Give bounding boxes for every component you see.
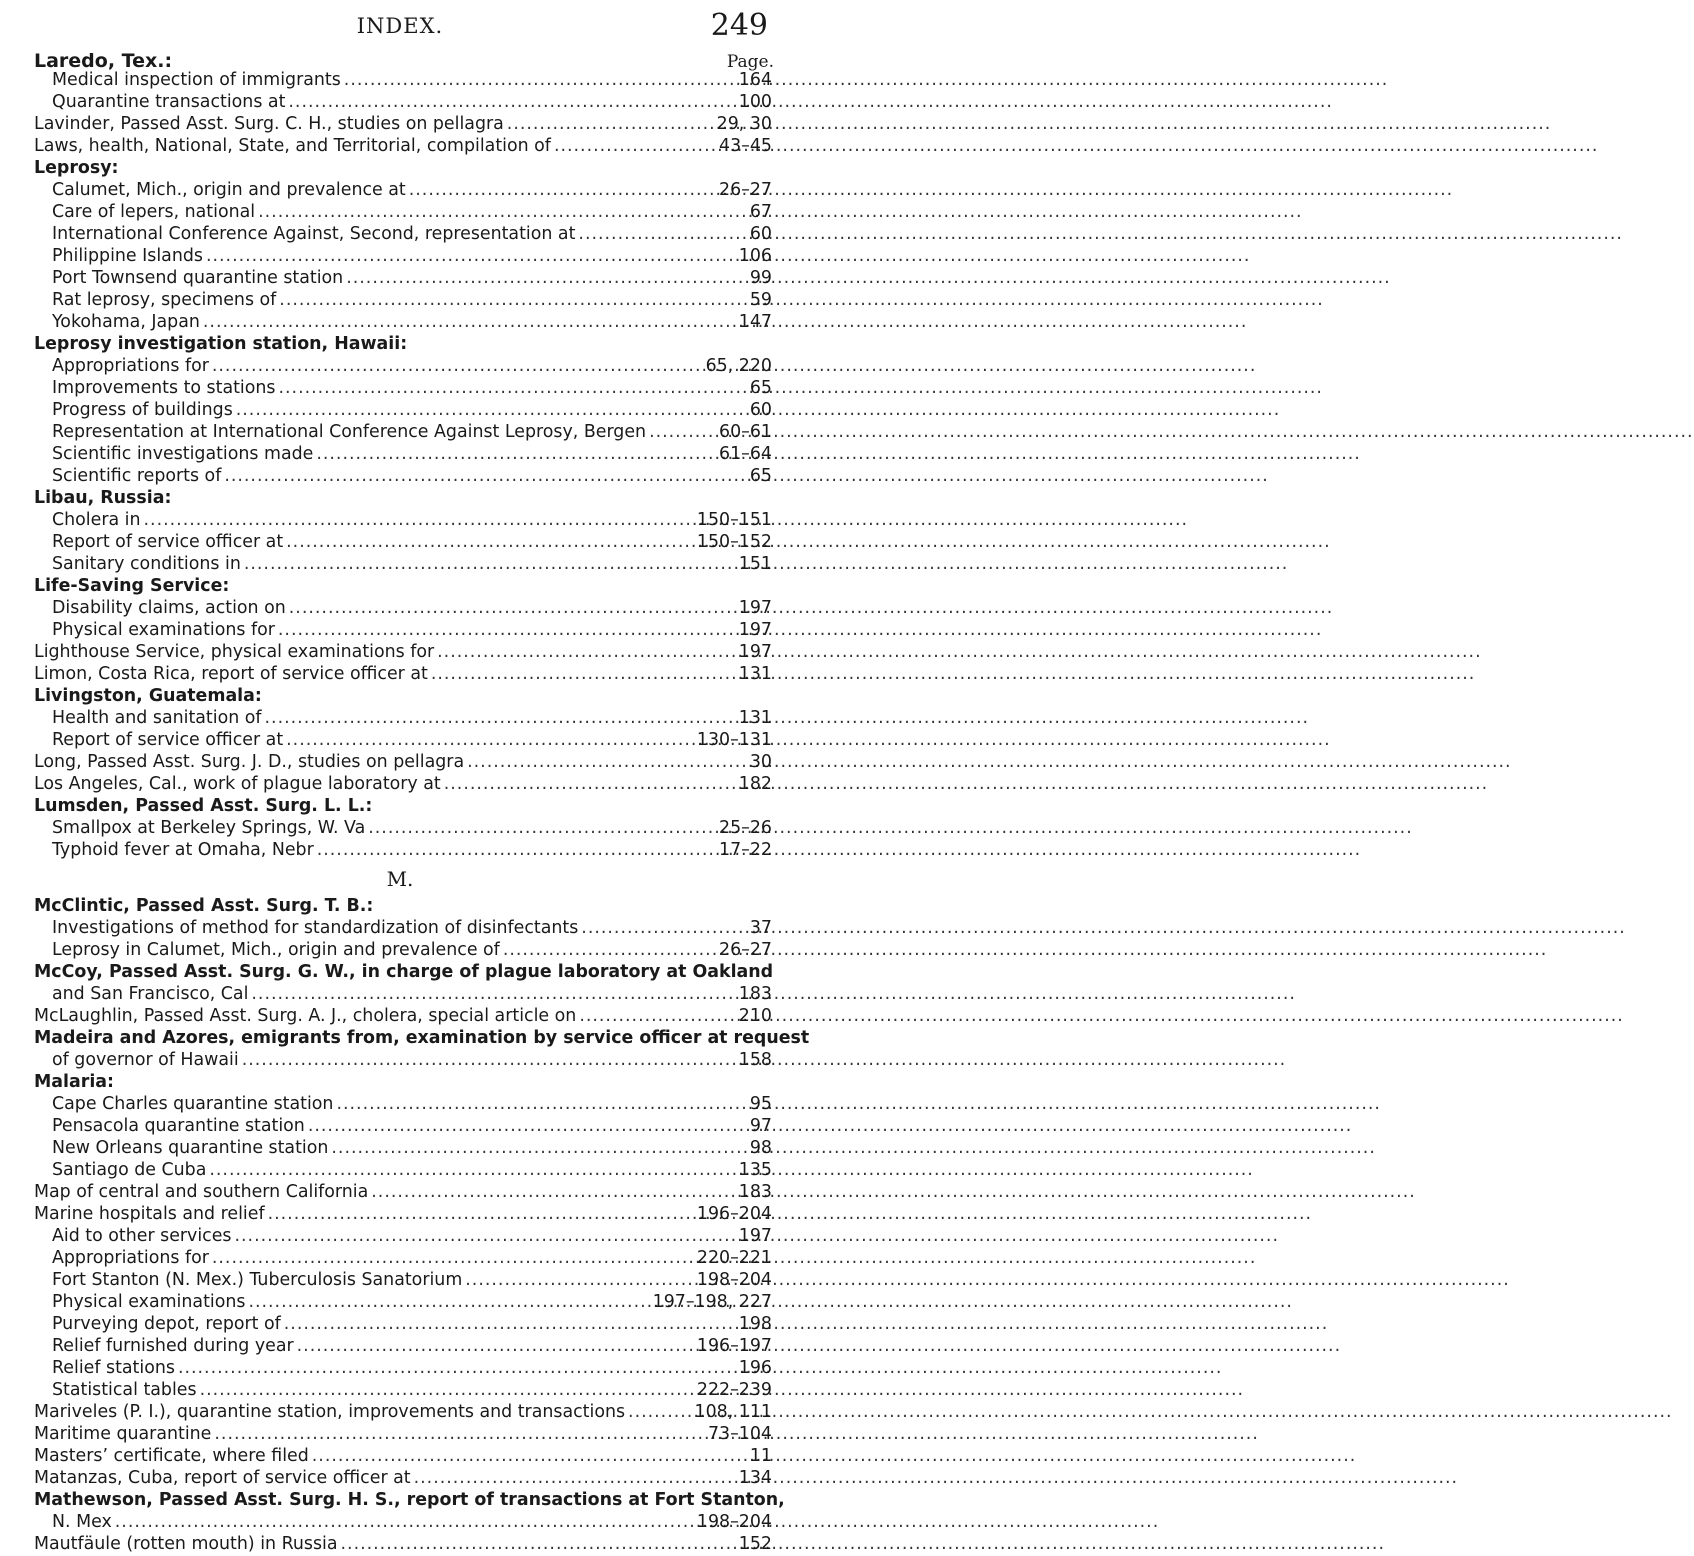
- index-subentry: [0, 1336, 800, 1358]
- dot-leader: [279, 290, 747, 310]
- dot-leader: [178, 1358, 736, 1378]
- index-entry: [0, 1534, 800, 1556]
- entry-page: 65: [749, 466, 772, 486]
- index-subentry: [0, 356, 800, 378]
- entry-page: 152: [738, 1534, 772, 1554]
- entry-text: Cholera in: [52, 510, 141, 530]
- index-entry: [0, 576, 800, 598]
- dot-leader: [258, 202, 747, 222]
- index-subentry: [0, 1138, 800, 1160]
- dot-leader: [144, 510, 694, 530]
- section-letter: [0, 862, 800, 896]
- entry-text: Los Angeles, Cal., work of plague laboratory at: [34, 774, 441, 794]
- dot-leader: [409, 180, 716, 200]
- entry-text: Health and sanitation of: [52, 708, 262, 728]
- dot-leader: [317, 840, 716, 860]
- entry-text: Life-Saving Service:: [34, 576, 230, 596]
- entry-text: Philippine Islands: [52, 246, 203, 266]
- page-header: [0, 8, 800, 42]
- entry-text: Lighthouse Service, physical examinations for: [34, 642, 435, 662]
- index-entry: [0, 1446, 800, 1468]
- index-entry: [0, 1468, 800, 1490]
- dot-leader: [503, 940, 716, 960]
- index-subentry: [0, 312, 800, 334]
- entry-page: 97: [749, 1116, 772, 1136]
- entry-page: 37: [749, 918, 772, 938]
- index-entry: [0, 488, 800, 510]
- index-subentry: [0, 1512, 800, 1534]
- entry-page: 164: [738, 70, 772, 90]
- dot-leader: [431, 664, 736, 684]
- entry-text: Libau, Russia:: [34, 488, 172, 508]
- index-subentry: [0, 202, 800, 224]
- index-subentry: [0, 180, 800, 202]
- entry-page: 150–151: [696, 510, 772, 530]
- dot-leader: [578, 224, 746, 244]
- entry-text: Yokohama, Japan: [52, 312, 200, 332]
- dot-leader: [465, 1270, 694, 1290]
- entry-text: Mathewson, Passed Asst. Surg. H. S., report of transactions at Fort Stanton,: [34, 1490, 785, 1510]
- entry-page: 131: [738, 664, 772, 684]
- entry-page: 29, 30: [716, 114, 772, 134]
- entry-page: 210: [738, 1006, 772, 1026]
- entry-text: Appropriations for: [52, 1248, 209, 1268]
- dot-leader: [341, 1534, 736, 1554]
- entry-text: Smallpox at Berkeley Springs, W. Va: [52, 818, 366, 838]
- entry-text: Relief furnished during year: [52, 1336, 294, 1356]
- entry-page: 61–64: [719, 444, 772, 464]
- entry-page: 65, 220: [705, 356, 772, 376]
- entry-text: Marine hospitals and relief: [34, 1204, 265, 1224]
- index-subentry: [0, 532, 800, 554]
- entry-text: Lumsden, Passed Asst. Surg. L. L.:: [34, 796, 373, 816]
- entry-page: 196–197: [696, 1336, 772, 1356]
- entry-text: Typhoid fever at Omaha, Nebr: [52, 840, 314, 860]
- index-subentry: [0, 840, 800, 862]
- entry-page: 198–204: [696, 1512, 772, 1532]
- dot-leader: [286, 730, 694, 750]
- index-entry: [0, 114, 800, 136]
- dot-leader: [316, 444, 716, 464]
- entry-text: Aid to other services: [52, 1226, 232, 1246]
- entry-text: Madeira and Azores, emigrants from, examination by service officer at request: [34, 1028, 810, 1048]
- dot-leader: [554, 136, 716, 156]
- entry-text: Rat leprosy, specimens of: [52, 290, 277, 310]
- entry-page: 60: [749, 224, 772, 244]
- index-entries: [0, 70, 810, 1556]
- index-entry: [0, 1182, 800, 1204]
- dot-leader: [628, 1402, 692, 1422]
- dot-leader: [248, 1292, 649, 1312]
- entry-text: Purveying depot, report of: [52, 1314, 281, 1334]
- dot-leader: [289, 598, 736, 618]
- index-subentry: [0, 940, 800, 962]
- entry-page: 158: [738, 1050, 772, 1070]
- index-entry: [0, 1028, 810, 1050]
- entry-text: Disability claims, action on: [52, 598, 286, 618]
- entry-page: 197: [738, 598, 772, 618]
- index-subentry: [0, 224, 800, 246]
- entry-text: Physical examinations: [52, 1292, 246, 1312]
- entry-page: 197: [738, 620, 772, 640]
- dot-leader: [288, 92, 735, 112]
- entry-text: Appropriations for: [52, 356, 209, 376]
- entry-page: 100: [738, 92, 772, 112]
- entry-text: Mautfäule (rotten mouth) in Russia: [34, 1534, 338, 1554]
- index-subentry: [0, 70, 800, 92]
- entry-page: 99: [749, 268, 772, 288]
- index-subentry: [0, 1358, 800, 1380]
- index-subentry: [0, 1314, 800, 1336]
- dot-leader: [268, 1204, 694, 1224]
- dot-leader: [507, 114, 714, 134]
- entry-text: Fort Stanton (N. Mex.) Tuberculosis Sanatorium: [52, 1270, 463, 1290]
- index-entry: [0, 752, 800, 774]
- entry-text: Pensacola quarantine station: [52, 1116, 305, 1136]
- entry-page: 151: [738, 554, 772, 574]
- entry-text: Mariveles (P. I.), quarantine station, improvements and transactions: [34, 1402, 626, 1422]
- entry-page: 196: [738, 1358, 772, 1378]
- dot-leader: [212, 1248, 694, 1268]
- entry-text: and San Francisco, Cal: [52, 984, 249, 1004]
- index-entry: [0, 1402, 800, 1424]
- dot-leader: [467, 752, 747, 772]
- entry-text: Investigations of method for standardization of disinfectants: [52, 918, 579, 938]
- entry-text: Care of lepers, national: [52, 202, 256, 222]
- page-number: 249: [710, 8, 768, 43]
- entry-text: Long, Passed Asst. Surg. J. D., studies on pellagra: [34, 752, 465, 772]
- index-entry: [0, 334, 800, 356]
- entry-page: 25–26: [719, 818, 772, 838]
- dot-leader: [242, 1050, 736, 1070]
- entry-text: Livingston, Guatemala:: [34, 686, 262, 706]
- index-subentry: [0, 1380, 800, 1402]
- entry-page: 17–22: [719, 840, 772, 860]
- index-entry: [0, 1490, 800, 1512]
- entry-page: 197: [738, 642, 772, 662]
- entry-page: 26–27: [719, 940, 772, 960]
- dot-leader: [203, 312, 736, 332]
- dot-leader: [344, 70, 736, 90]
- index-subentry: [0, 1094, 800, 1116]
- entry-page: 196–204: [696, 1204, 772, 1224]
- dot-leader: [368, 818, 716, 838]
- dot-leader: [297, 1336, 694, 1356]
- entry-text: Calumet, Mich., origin and prevalence at: [52, 180, 406, 200]
- entry-page: 134: [738, 1468, 772, 1488]
- index-subentry: [0, 444, 800, 466]
- entry-text: Masters’ certificate, where filed: [34, 1446, 309, 1466]
- entry-text: Scientific reports of: [52, 466, 222, 486]
- index-subentry: [0, 984, 800, 1006]
- dot-leader: [200, 1380, 694, 1400]
- index-subentry: [0, 92, 800, 114]
- entry-text: Progress of buildings: [52, 400, 233, 420]
- index-subentry: [0, 1292, 800, 1314]
- entry-page: 147: [738, 312, 772, 332]
- index-entry: [0, 1072, 800, 1094]
- entry-text: McLaughlin, Passed Asst. Surg. A. J., cholera, special article on: [34, 1006, 577, 1026]
- index-subentry: [0, 246, 800, 268]
- dot-leader: [331, 1138, 746, 1158]
- dot-leader: [286, 532, 694, 552]
- dot-leader: [251, 984, 735, 1004]
- section-letter-text: M.: [386, 867, 414, 891]
- index-subentry: [0, 466, 800, 488]
- entry-page: 98: [749, 1138, 772, 1158]
- index-subentry: [0, 422, 800, 444]
- index-subentry: [0, 1248, 800, 1270]
- entry-text: Statistical tables: [52, 1380, 197, 1400]
- index-entry: [0, 962, 800, 984]
- entry-text: Malaria:: [34, 1072, 114, 1092]
- entry-text: Scientific investigations made: [52, 444, 314, 464]
- entry-page: 183: [738, 1182, 772, 1202]
- dot-leader: [209, 1160, 735, 1180]
- entry-page: 60: [749, 400, 772, 420]
- entry-text: International Conference Against, Second, representation at: [52, 224, 576, 244]
- entry-text: Leprosy in Calumet, Mich., origin and prevalence of: [52, 940, 500, 960]
- index-entry: [0, 158, 800, 180]
- entry-text: Laws, health, National, State, and Territorial, compilation of: [34, 136, 551, 156]
- dot-leader: [115, 1512, 694, 1532]
- entry-text: Port Townsend quarantine station: [52, 268, 344, 288]
- entry-text: New Orleans quarantine station: [52, 1138, 329, 1158]
- dot-leader: [346, 268, 747, 288]
- entry-page: 65: [749, 378, 772, 398]
- index-entry: [0, 664, 800, 686]
- index-subentry: [0, 554, 800, 576]
- entry-text: Report of service officer at: [52, 730, 284, 750]
- entry-page: 198–204: [696, 1270, 772, 1290]
- index-entry: [0, 896, 800, 918]
- index-subentry: [0, 1270, 800, 1292]
- dot-leader: [236, 400, 747, 420]
- dot-leader: [212, 356, 703, 376]
- entry-text: Medical inspection of immigrants: [52, 70, 341, 90]
- index-subentry: [0, 620, 800, 642]
- entry-text: Report of service officer at: [52, 532, 284, 552]
- entry-text: Leprosy:: [34, 158, 119, 178]
- entry-page: 60–61: [719, 422, 772, 442]
- entry-text: Matanzas, Cuba, report of service officer at: [34, 1468, 411, 1488]
- entry-text: Quarantine transactions at: [52, 92, 286, 112]
- entry-page: 130–131: [696, 730, 772, 750]
- index-entry: [0, 1204, 800, 1226]
- index-subentry: [0, 708, 800, 730]
- dot-leader: [581, 918, 747, 938]
- entry-page: 197–198, 227: [652, 1292, 772, 1312]
- entry-text: Map of central and southern California: [34, 1182, 369, 1202]
- entry-page: 30: [749, 752, 772, 772]
- entry-text: Lavinder, Passed Asst. Surg. C. H., studies on pellagra: [34, 114, 504, 134]
- dot-leader: [312, 1446, 747, 1466]
- index-entry: [0, 642, 800, 664]
- entry-text: Cape Charles quarantine station: [52, 1094, 334, 1114]
- dot-leader: [336, 1094, 746, 1114]
- index-subentry: [0, 598, 800, 620]
- index-subentry: [0, 1050, 800, 1072]
- index-subentry: [0, 730, 800, 752]
- index-subentry: [0, 290, 800, 312]
- dot-leader: [278, 378, 746, 398]
- dot-leader: [224, 466, 747, 486]
- entry-page: 11: [749, 1446, 772, 1466]
- entry-text: Representation at International Conference Against Leprosy, Bergen: [52, 422, 647, 442]
- dot-leader: [206, 246, 736, 266]
- entry-page: 183: [738, 984, 772, 1004]
- entry-page: 43–45: [719, 136, 772, 156]
- entry-page: 106: [738, 246, 772, 266]
- dot-leader: [371, 1182, 736, 1202]
- entry-page: 67: [749, 202, 772, 222]
- index-subentry: [0, 510, 800, 532]
- entry-page: 95: [749, 1094, 772, 1114]
- index-entry: [0, 686, 800, 708]
- index-entry: [0, 774, 800, 796]
- dot-leader: [437, 642, 736, 662]
- entry-page: 108, 111: [694, 1402, 772, 1422]
- dot-leader: [278, 620, 736, 640]
- entry-text: Leprosy investigation station, Hawaii:: [34, 334, 408, 354]
- dot-leader: [649, 422, 716, 442]
- entry-page: 182: [738, 774, 772, 794]
- index-subentry: [0, 268, 800, 290]
- entry-text: Maritime quarantine: [34, 1424, 212, 1444]
- entry-text: Physical examinations for: [52, 620, 275, 640]
- entry-text: of governor of Hawaii: [52, 1050, 239, 1070]
- dot-leader: [414, 1468, 736, 1488]
- index-subentry: [0, 1116, 800, 1138]
- dot-leader: [308, 1116, 747, 1136]
- entry-page: 220–221: [696, 1248, 772, 1268]
- index-entry: [0, 796, 800, 818]
- dot-leader: [579, 1006, 735, 1026]
- dot-leader: [284, 1314, 736, 1334]
- entry-text: McClintic, Passed Asst. Surg. T. B.:: [34, 896, 374, 916]
- entry-page: 198: [738, 1314, 772, 1334]
- entry-text: Limon, Costa Rica, report of service officer at: [34, 664, 428, 684]
- index-subentry: [0, 400, 800, 422]
- index-entry: [0, 1424, 800, 1446]
- entry-text: Santiago de Cuba: [52, 1160, 207, 1180]
- entry-page: 131: [738, 708, 772, 728]
- dot-leader: [244, 554, 736, 574]
- index-subentry: [0, 1226, 800, 1248]
- entry-page: 222–239: [696, 1380, 772, 1400]
- entry-page: 73–104: [707, 1424, 772, 1444]
- dot-leader: [235, 1226, 736, 1246]
- running-title: INDEX.: [356, 14, 444, 38]
- index-entry: [0, 1006, 800, 1028]
- entry-page: 197: [738, 1226, 772, 1246]
- index-entry: [0, 136, 800, 158]
- entry-page: 135: [738, 1160, 772, 1180]
- dot-leader: [265, 708, 736, 728]
- entry-page: 150–152: [696, 532, 772, 552]
- entry-page: 59: [749, 290, 772, 310]
- index-subentry: [0, 918, 800, 940]
- entry-text: McCoy, Passed Asst. Surg. G. W., in charge of plague laboratory at Oakland: [34, 962, 774, 982]
- entry-page: 26–27: [719, 180, 772, 200]
- page-column-label: Page.: [726, 52, 774, 72]
- index-heading-laredo: Laredo, Tex.:: [34, 50, 173, 72]
- entry-text: Sanitary conditions in: [52, 554, 241, 574]
- dot-leader: [214, 1424, 705, 1444]
- index-subentry: [0, 378, 800, 400]
- entry-text: N. Mex: [52, 1512, 112, 1532]
- index-subentry: [0, 1160, 800, 1182]
- dot-leader: [444, 774, 736, 794]
- entry-text: Improvements to stations: [52, 378, 276, 398]
- index-subentry: [0, 818, 800, 840]
- entry-text: Relief stations: [52, 1358, 175, 1378]
